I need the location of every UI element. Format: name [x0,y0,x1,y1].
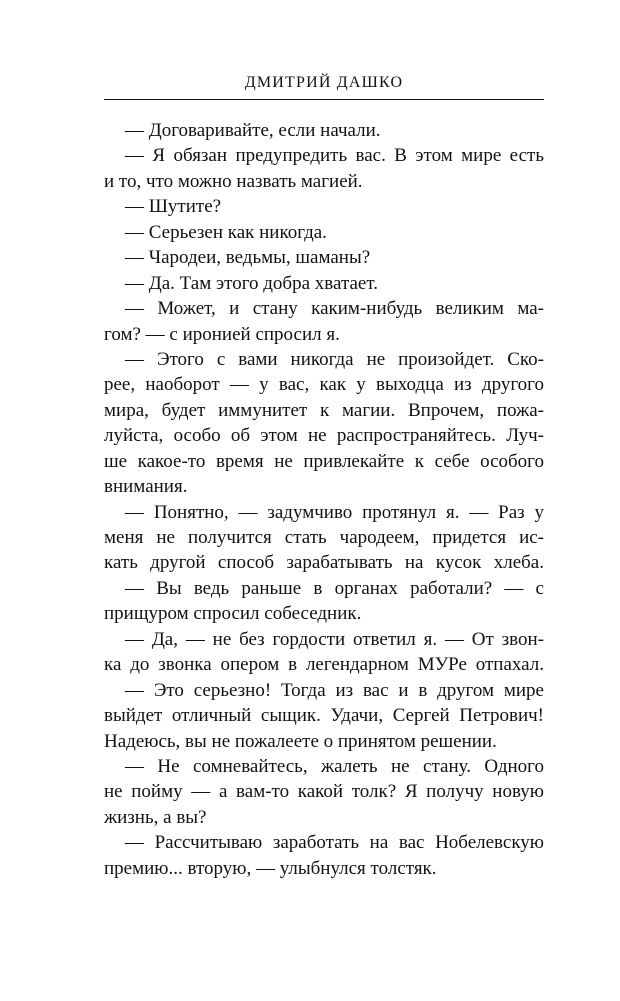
text-line: — Да. Там этого добра хватает. [125,272,378,294]
text-line: — Это серьезно! Тогда из вас и в другом мире [125,679,544,701]
text-line: ка до звонка опером в легендарном МУРе отпахал. [104,654,544,676]
text-line: — Я обязан предупредить вас. В этом мире есть [125,145,544,167]
running-head-author: ДМИТРИЙ ДАШКО [244,74,404,91]
text-line: — Шутите? [125,196,222,218]
text-line: — Договаривайте, если начали. [125,120,381,141]
text-line: — Серьезен как никогда. [125,221,327,243]
text-line: ше какое-то время не привлекайте к себе особого [104,450,544,472]
text-line: меня не получится стать чародеем, придется ис- [104,527,544,548]
body-text [104,118,544,881]
text-line: премию... вторую, — улыбнулся толстяк. [104,857,437,879]
text-line: — Чародеи, ведьмы, шаманы? [125,247,371,269]
text-line: прищуром спросил собеседник. [104,603,362,625]
text-line: рее, наоборот — у вас, как у выходца из другого [104,374,544,396]
text-line: — Да, — не без гордости ответил я. — От звон- [125,628,544,650]
text-line: — Этого с вами никогда не произойдет. Ско- [125,348,544,370]
text-line: — Вы ведь раньше в органах работали? — с [125,577,544,599]
text-line: Надеюсь, вы не пожалеете о принятом решении. [104,730,497,752]
header-rule [104,99,544,100]
text-line: — Рассчитываю заработать на вас Нобелевскую [125,832,544,854]
text-line: — Может, и стану каким-нибудь великим ма- [125,298,544,320]
text-line: гом? — с иронией спросил я. [104,323,340,345]
text-line: выйдет отличный сыщик. Удачи, Сергей Петрович! [104,705,544,727]
text-line: луйста, особо об этом не распространяйтесь. Луч- [104,425,544,447]
text-line: — Не сомневайтесь, жалеть не стану. Одного [125,755,544,777]
text-line: — Понятно, — задумчиво протянул я. — Раз у [125,501,544,523]
text-line: мира, будет иммунитет к магии. Впрочем, пожа- [104,399,544,421]
text-line: и то, что можно назвать магией. [104,170,363,192]
text-line: кать другой способ зарабатывать на кусок хлеба. [104,552,544,574]
text-line: не пойму — а вам-то какой толк? Я получу новую [104,781,544,803]
text-line: внимания. [104,476,188,498]
text-line: жизнь, а вы? [104,806,207,828]
